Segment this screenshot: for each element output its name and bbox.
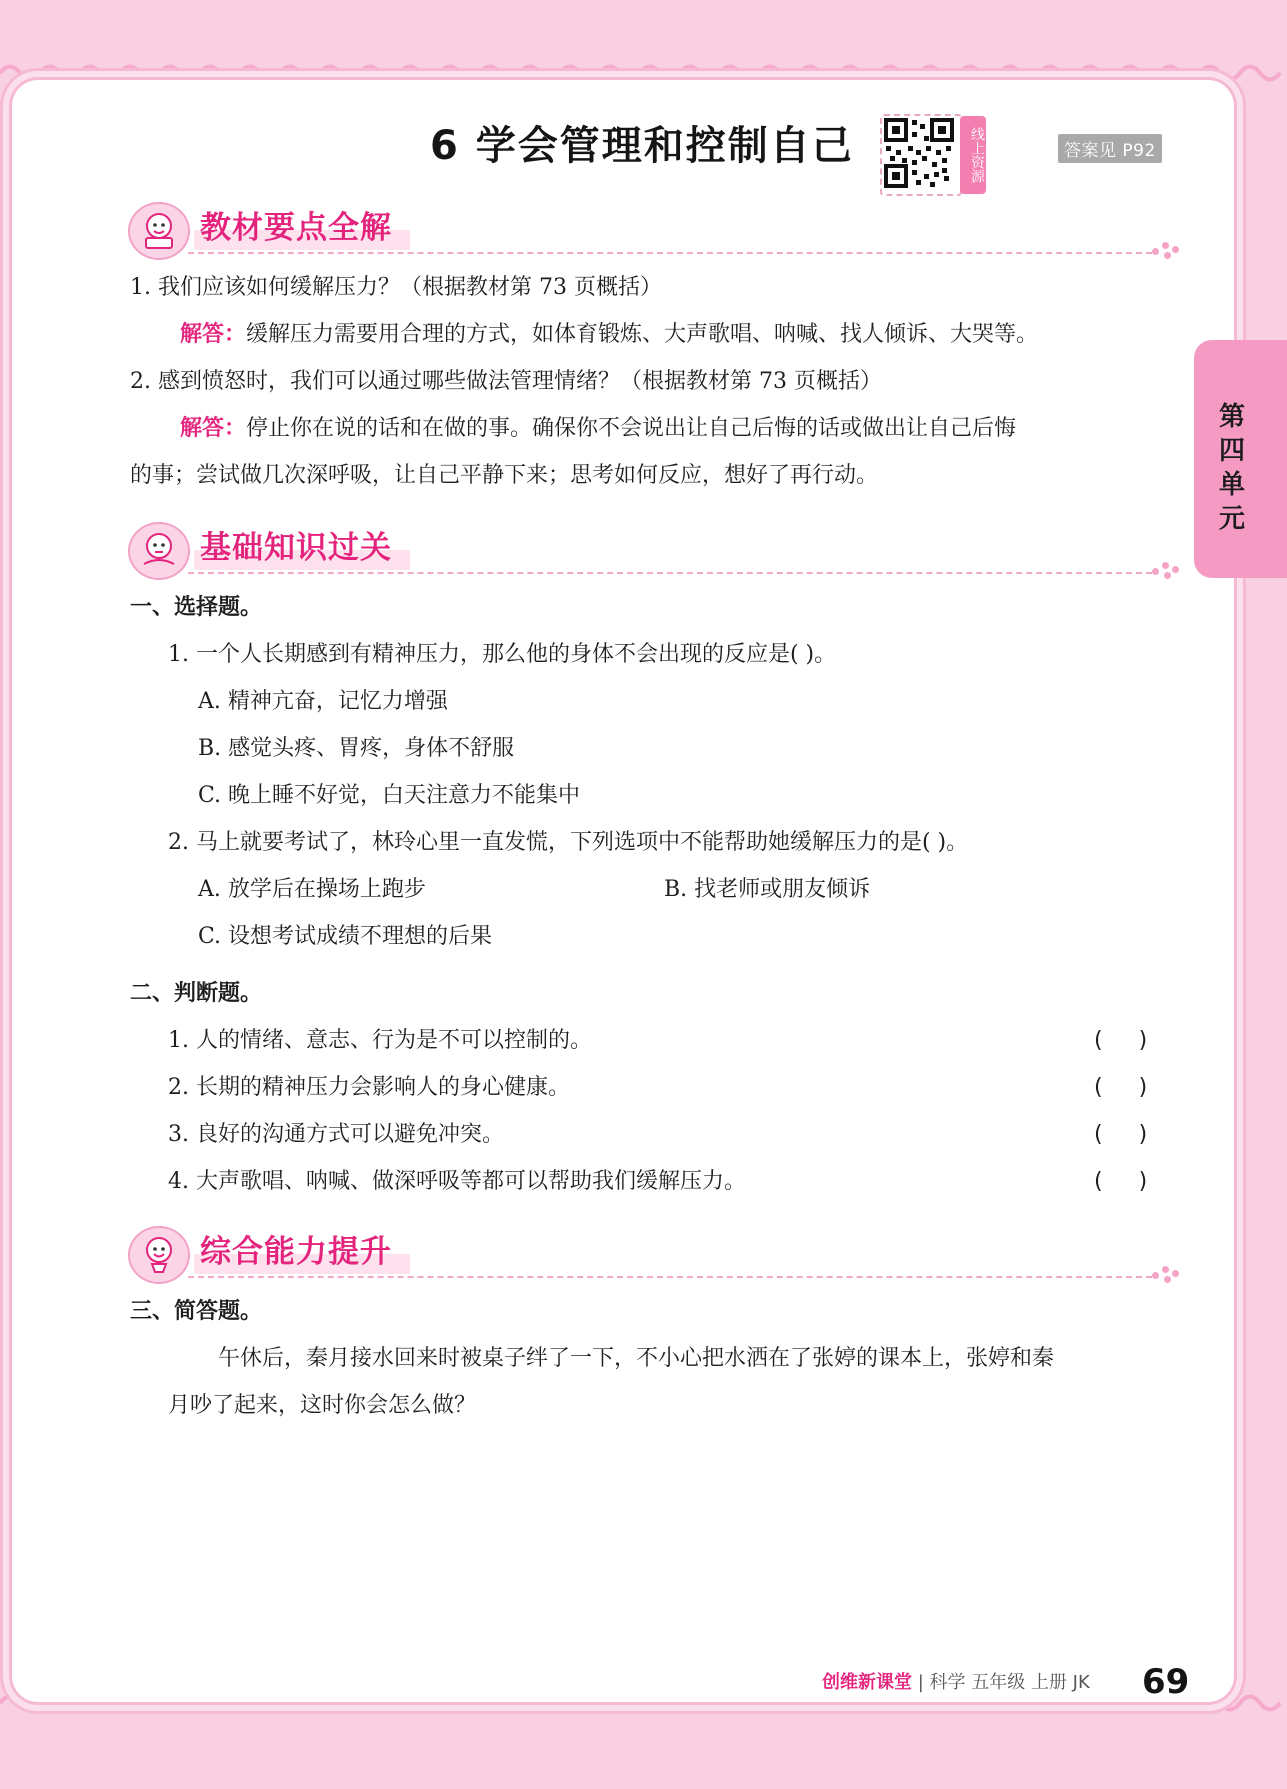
choice-heading: 一、选择题。 (130, 595, 263, 620)
judge-item-4: 4. 大声歌唱、呐喊、做深呼吸等都可以帮助我们缓解压力。 (168, 1169, 746, 1194)
key-point-answer-1 (180, 320, 1038, 350)
key-point-question-1: 1. 我们应该如何缓解压力？（根据教材第 73 页概括） (130, 275, 662, 300)
choice-question-2: 2. 马上就要考试了，林玲心里一直发慌，下列选项中不能帮助她缓解压力的是( )。 (168, 830, 969, 855)
footer-book-info: | 科学 五年级 上册 JK (917, 1672, 1090, 1693)
judge-answer-blank-1[interactable]: () (1094, 1028, 1184, 1053)
key-point-answer-2-continued: 的事；尝试做几次深呼吸，让自己平静下来；思考如何反应，想好了再行动。 (130, 463, 879, 488)
answer-label: 解答： (180, 416, 247, 441)
decorative-dots-icon (1152, 1266, 1178, 1286)
choice-q1-option-c[interactable]: C. 晚上睡不好觉，白天注意力不能集中 (198, 783, 581, 808)
judge-item-1: 1. 人的情绪、意志、行为是不可以控制的。 (168, 1028, 592, 1053)
section-header-basic-knowledge (128, 522, 1178, 582)
key-point-question-2: 2. 感到愤怒时，我们可以通过哪些做法管理情绪？（根据教材第 73 页概括） (130, 369, 882, 394)
section-header-comprehensive (128, 1226, 1178, 1286)
page-title: 6 学会管理和控制自己 (430, 123, 854, 169)
short-answer-prompt-line-1: 午休后，秦月接水回来时被桌子绊了一下，不小心把水洒在了张婷的课本上，张婷和秦 (218, 1346, 1055, 1371)
online-resource-tag[interactable]: 线上资源 (960, 116, 986, 194)
unit-side-tab-label: 第四单元 (1218, 402, 1245, 534)
section-header-key-points (128, 202, 1178, 262)
key-point-answer-2 (180, 414, 1016, 444)
answer-text: 停止你在说的话和在做的事。确保你不会说出让自己后悔的话或做出让自己后悔 (246, 416, 1017, 441)
choice-q1-option-a[interactable]: A. 精神亢奋，记忆力增强 (198, 689, 448, 714)
decorative-dots-icon (1152, 242, 1178, 262)
answer-text: 缓解压力需要用合理的方式，如体育锻炼、大声歌唱、呐喊、找人倾诉、大哭等。 (246, 322, 1039, 347)
choice-q1-option-b[interactable]: B. 感觉头疼、胃疼，身体不舒服 (198, 736, 515, 761)
choice-q2-option-c[interactable]: C. 设想考试成绩不理想的后果 (198, 924, 493, 949)
unit-side-tab (1194, 340, 1287, 578)
short-answer-heading: 三、简答题。 (130, 1299, 263, 1324)
answer-label: 解答： (180, 322, 247, 347)
section-title: 基础知识过关 (194, 526, 410, 570)
page-footer (822, 1668, 1090, 1698)
footer-brand: 创维新课堂 (822, 1672, 912, 1693)
section-divider (188, 252, 1152, 254)
judge-item-2: 2. 长期的精神压力会影响人的身心健康。 (168, 1075, 570, 1100)
judge-answer-blank-3[interactable]: () (1094, 1122, 1184, 1147)
judge-heading: 二、判断题。 (130, 981, 263, 1006)
decorative-dots-icon (1152, 562, 1178, 582)
judge-answer-blank-2[interactable]: () (1094, 1075, 1184, 1100)
answer-reference-badge: 答案见 P92 (1058, 134, 1162, 163)
cartoon-girl-thinking-icon (128, 522, 190, 580)
section-divider (188, 1276, 1152, 1278)
judge-answer-blank-4[interactable]: () (1094, 1169, 1184, 1194)
short-answer-prompt-line-2: 月吵了起来，这时你会怎么做？ (168, 1393, 477, 1418)
qr-code-icon[interactable] (880, 114, 962, 196)
section-title: 综合能力提升 (194, 1230, 410, 1274)
section-divider (188, 572, 1152, 574)
cartoon-girl-trophy-icon (128, 1226, 190, 1284)
page-number: 69 (1142, 1662, 1190, 1702)
section-title: 教材要点全解 (194, 206, 410, 250)
cartoon-girl-reading-icon (128, 202, 190, 260)
choice-q2-option-a[interactable]: A. 放学后在操场上跑步 (198, 877, 426, 902)
judge-item-3: 3. 良好的沟通方式可以避免冲突。 (168, 1122, 504, 1147)
choice-question-1: 1. 一个人长期感到有精神压力，那么他的身体不会出现的反应是( )。 (168, 642, 837, 667)
choice-q2-option-b[interactable]: B. 找老师或朋友倾诉 (664, 877, 871, 902)
